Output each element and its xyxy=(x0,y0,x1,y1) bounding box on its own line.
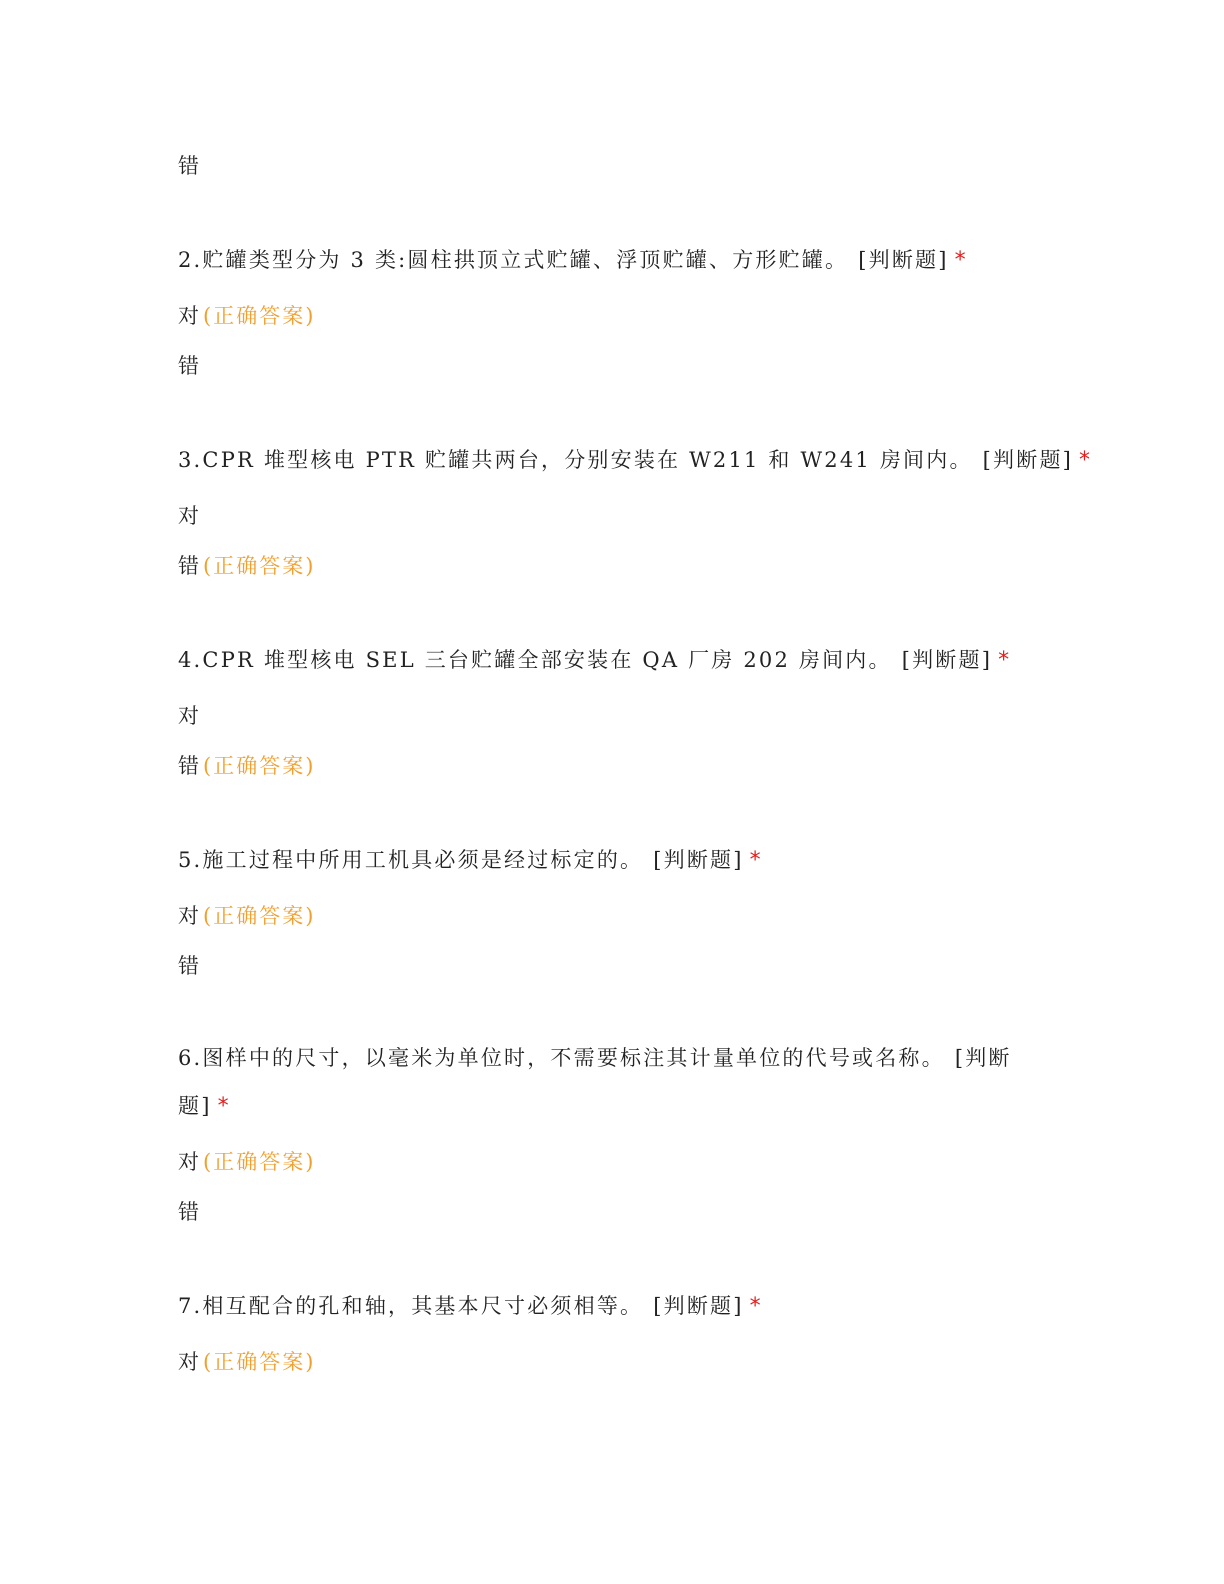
correct-answer-tag: (正确答案) xyxy=(203,554,316,578)
option-q6-false[interactable] xyxy=(178,1198,201,1226)
question-2-title xyxy=(178,246,968,275)
option-q5-true[interactable] xyxy=(178,902,315,930)
option-label: 对 xyxy=(178,904,201,928)
option-label: 对 xyxy=(178,1150,201,1174)
option-q6-true[interactable] xyxy=(178,1148,315,1176)
question-type-tag: [判断题] xyxy=(858,248,949,272)
option-q3-false[interactable] xyxy=(178,552,315,580)
option-q5-false[interactable] xyxy=(178,952,201,980)
option-label: 对 xyxy=(178,1350,201,1374)
required-mark: * xyxy=(217,1094,231,1119)
question-4-title xyxy=(178,646,1011,675)
question-type-tag: [判断题] xyxy=(653,1294,744,1318)
option-q2-true[interactable] xyxy=(178,302,315,330)
correct-answer-tag: (正确答案) xyxy=(203,904,316,928)
question-5-title xyxy=(178,846,763,875)
option-q2-false[interactable] xyxy=(178,352,201,380)
option-q1-wrong[interactable] xyxy=(178,152,201,180)
question-type-tag: [判断题] xyxy=(901,648,993,672)
option-q3-true[interactable] xyxy=(178,502,201,530)
option-label: 错 xyxy=(178,354,201,378)
question-text: 2.贮罐类型分为 3 类:圆柱拱顶立式贮罐、浮顶贮罐、方形贮罐。 xyxy=(178,248,849,272)
option-label: 错 xyxy=(178,754,201,778)
required-mark: * xyxy=(998,648,1012,673)
question-text: 4.CPR 堆型核电 SEL 三台贮罐全部安装在 QA 厂房 202 房间内。 xyxy=(178,648,892,672)
option-label: 对 xyxy=(178,304,201,328)
required-mark: * xyxy=(954,248,968,273)
question-type-tag: [判断题] xyxy=(178,1046,1012,1118)
question-7-title xyxy=(178,1292,763,1321)
question-6-title xyxy=(178,1034,1023,1131)
option-label: 错 xyxy=(178,1200,201,1224)
question-type-tag: [判断题] xyxy=(982,448,1074,472)
question-text: 7.相互配合的孔和轴，其基本尺寸必须相等。 xyxy=(178,1294,644,1318)
required-mark: * xyxy=(749,848,763,873)
required-mark: * xyxy=(1079,448,1093,473)
option-label: 错 xyxy=(178,154,201,178)
correct-answer-tag: (正确答案) xyxy=(203,1150,316,1174)
required-mark: * xyxy=(749,1294,763,1319)
correct-answer-tag: (正确答案) xyxy=(203,754,316,778)
correct-answer-tag: (正确答案) xyxy=(203,304,316,328)
question-text: 5.施工过程中所用工机具必须是经过标定的。 xyxy=(178,848,644,872)
option-q4-true[interactable] xyxy=(178,702,201,730)
option-label: 对 xyxy=(178,704,201,728)
question-text: 6.图样中的尺寸，以毫米为单位时，不需要标注其计量单位的代号或名称。 xyxy=(178,1046,945,1070)
question-type-tag: [判断题] xyxy=(653,848,744,872)
option-label: 错 xyxy=(178,954,201,978)
option-label: 对 xyxy=(178,504,201,528)
option-q4-false[interactable] xyxy=(178,752,315,780)
question-text: 3.CPR 堆型核电 PTR 贮罐共两台，分别安装在 W211 和 W241 房间内。 xyxy=(178,448,973,472)
option-label: 错 xyxy=(178,554,201,578)
correct-answer-tag: (正确答案) xyxy=(203,1350,316,1374)
question-3-title xyxy=(178,446,1092,475)
option-q7-true[interactable] xyxy=(178,1348,315,1376)
